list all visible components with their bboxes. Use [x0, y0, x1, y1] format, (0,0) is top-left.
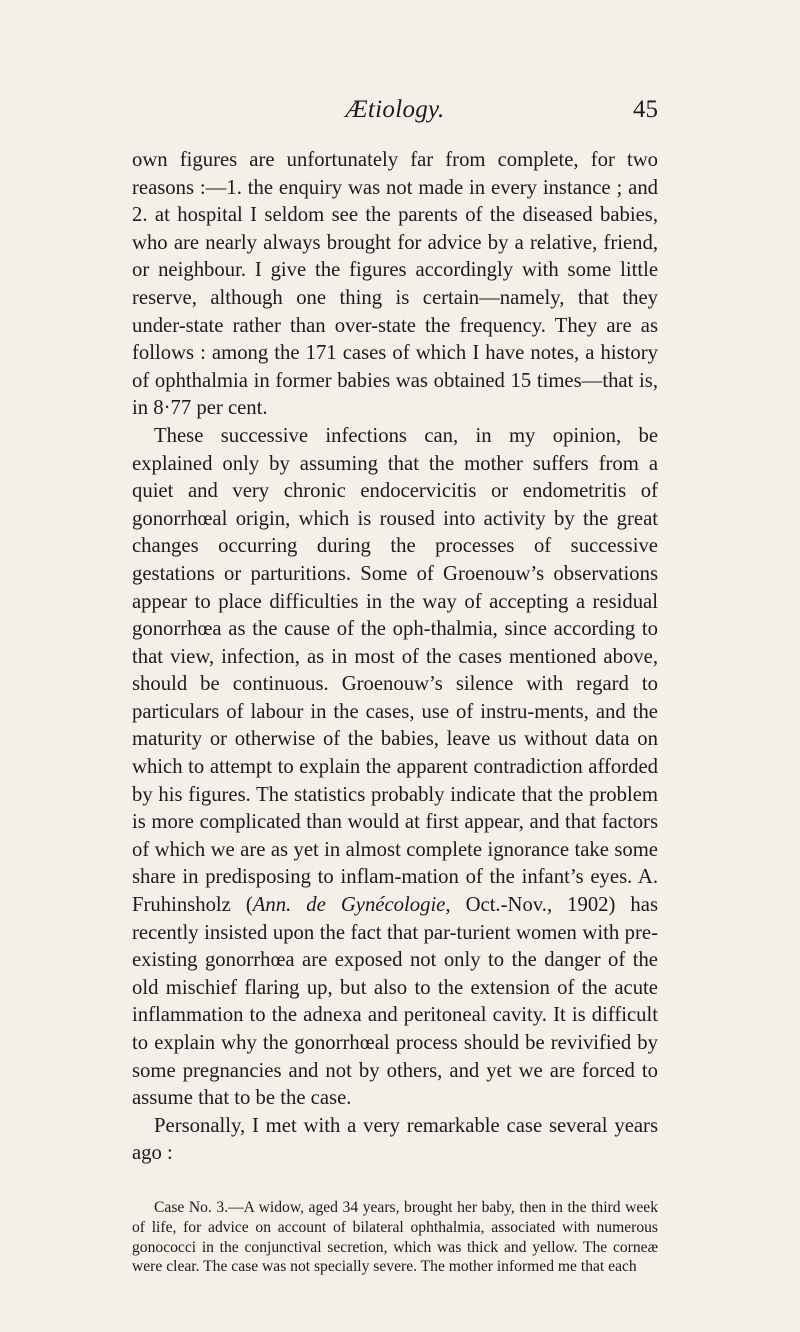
main-text — [132, 147, 658, 1168]
paragraph-2-text-b: Oct.-Nov., 1902) has recently insisted upon the fact that par-turient women with pre-existing gonorrhœa are exposed not only to the danger of the old mischief flaring up, but also to the extension of the acute inflammation to the adnexa and peritoneal cavity. It is difficult to explain why the gonorrhœal process should be revivified by some pregnancies and not by others, and yet we are forced to assume that to be the case. — [132, 894, 659, 1110]
journal-citation: Ann. de Gynécologie, — [252, 894, 451, 917]
case-note-text: Case No. 3.—A widow, aged 34 years, brought her baby, then in the third week of life, for advice on account of bilateral ophthalmia, associated with numerous gonococci in the conjunctival secretion, which was thick and yellow. The corneæ were clear. The case was not specially severe. The mother informed me that each — [132, 1199, 658, 1276]
page-header — [132, 96, 658, 130]
paragraph-3: Personally, I met with a very remarkable case several years ago : — [132, 1114, 658, 1165]
paragraph-2 — [132, 423, 658, 1113]
running-title: Ætiology. — [345, 96, 445, 123]
paragraph-2-text-a: These successive infections can, in my opinion, be explained only by assuming that the mother suffers from a quiet and very chronic endocervicitis or endometritis of gonorrhœal origin, which is roused into activity by the great changes occurring during the processes of successive gestations or parturitions. Some of Groenouw’s observations appear to place difficulties in the way of accepting a residual gonorrhœa as the cause of the oph-thalmia, since according to that view, infection, as in most of the cases mentioned above, should be continuous. Groenouw’s silence with regard to particulars of labour in the cases, use of instru-ments, and the maturity or otherwise of the babies, leave us without data on which to attempt to explain the apparent contradiction afforded by his figures. The statistics probably indicate that the problem is more complicated than would at first appear, and that factors of which we are as yet in almost complete ignorance take some share in predisposing to inflam-mation of the infant’s eyes. A. Fruhinsholz ( — [132, 424, 658, 917]
case-note — [132, 1198, 658, 1277]
page-number: 45 — [633, 96, 658, 123]
paragraph-1: own figures are unfortunately far from complete, for two reasons :—1. the enquiry was not made in every instance ; and 2. at hospital I seldom see the parents of the diseased babies, who are nearly always brought for advice by a relative, friend, or neighbour. I give the figures accordingly with some little reserve, although one thing is certain—namely, that they under-state rather than over-state the frequency. They are as follows : among the 171 cases of which I have notes, a history of ophthalmia in former babies was obtained 15 times—that is, in 8·77 per cent. — [132, 149, 658, 420]
